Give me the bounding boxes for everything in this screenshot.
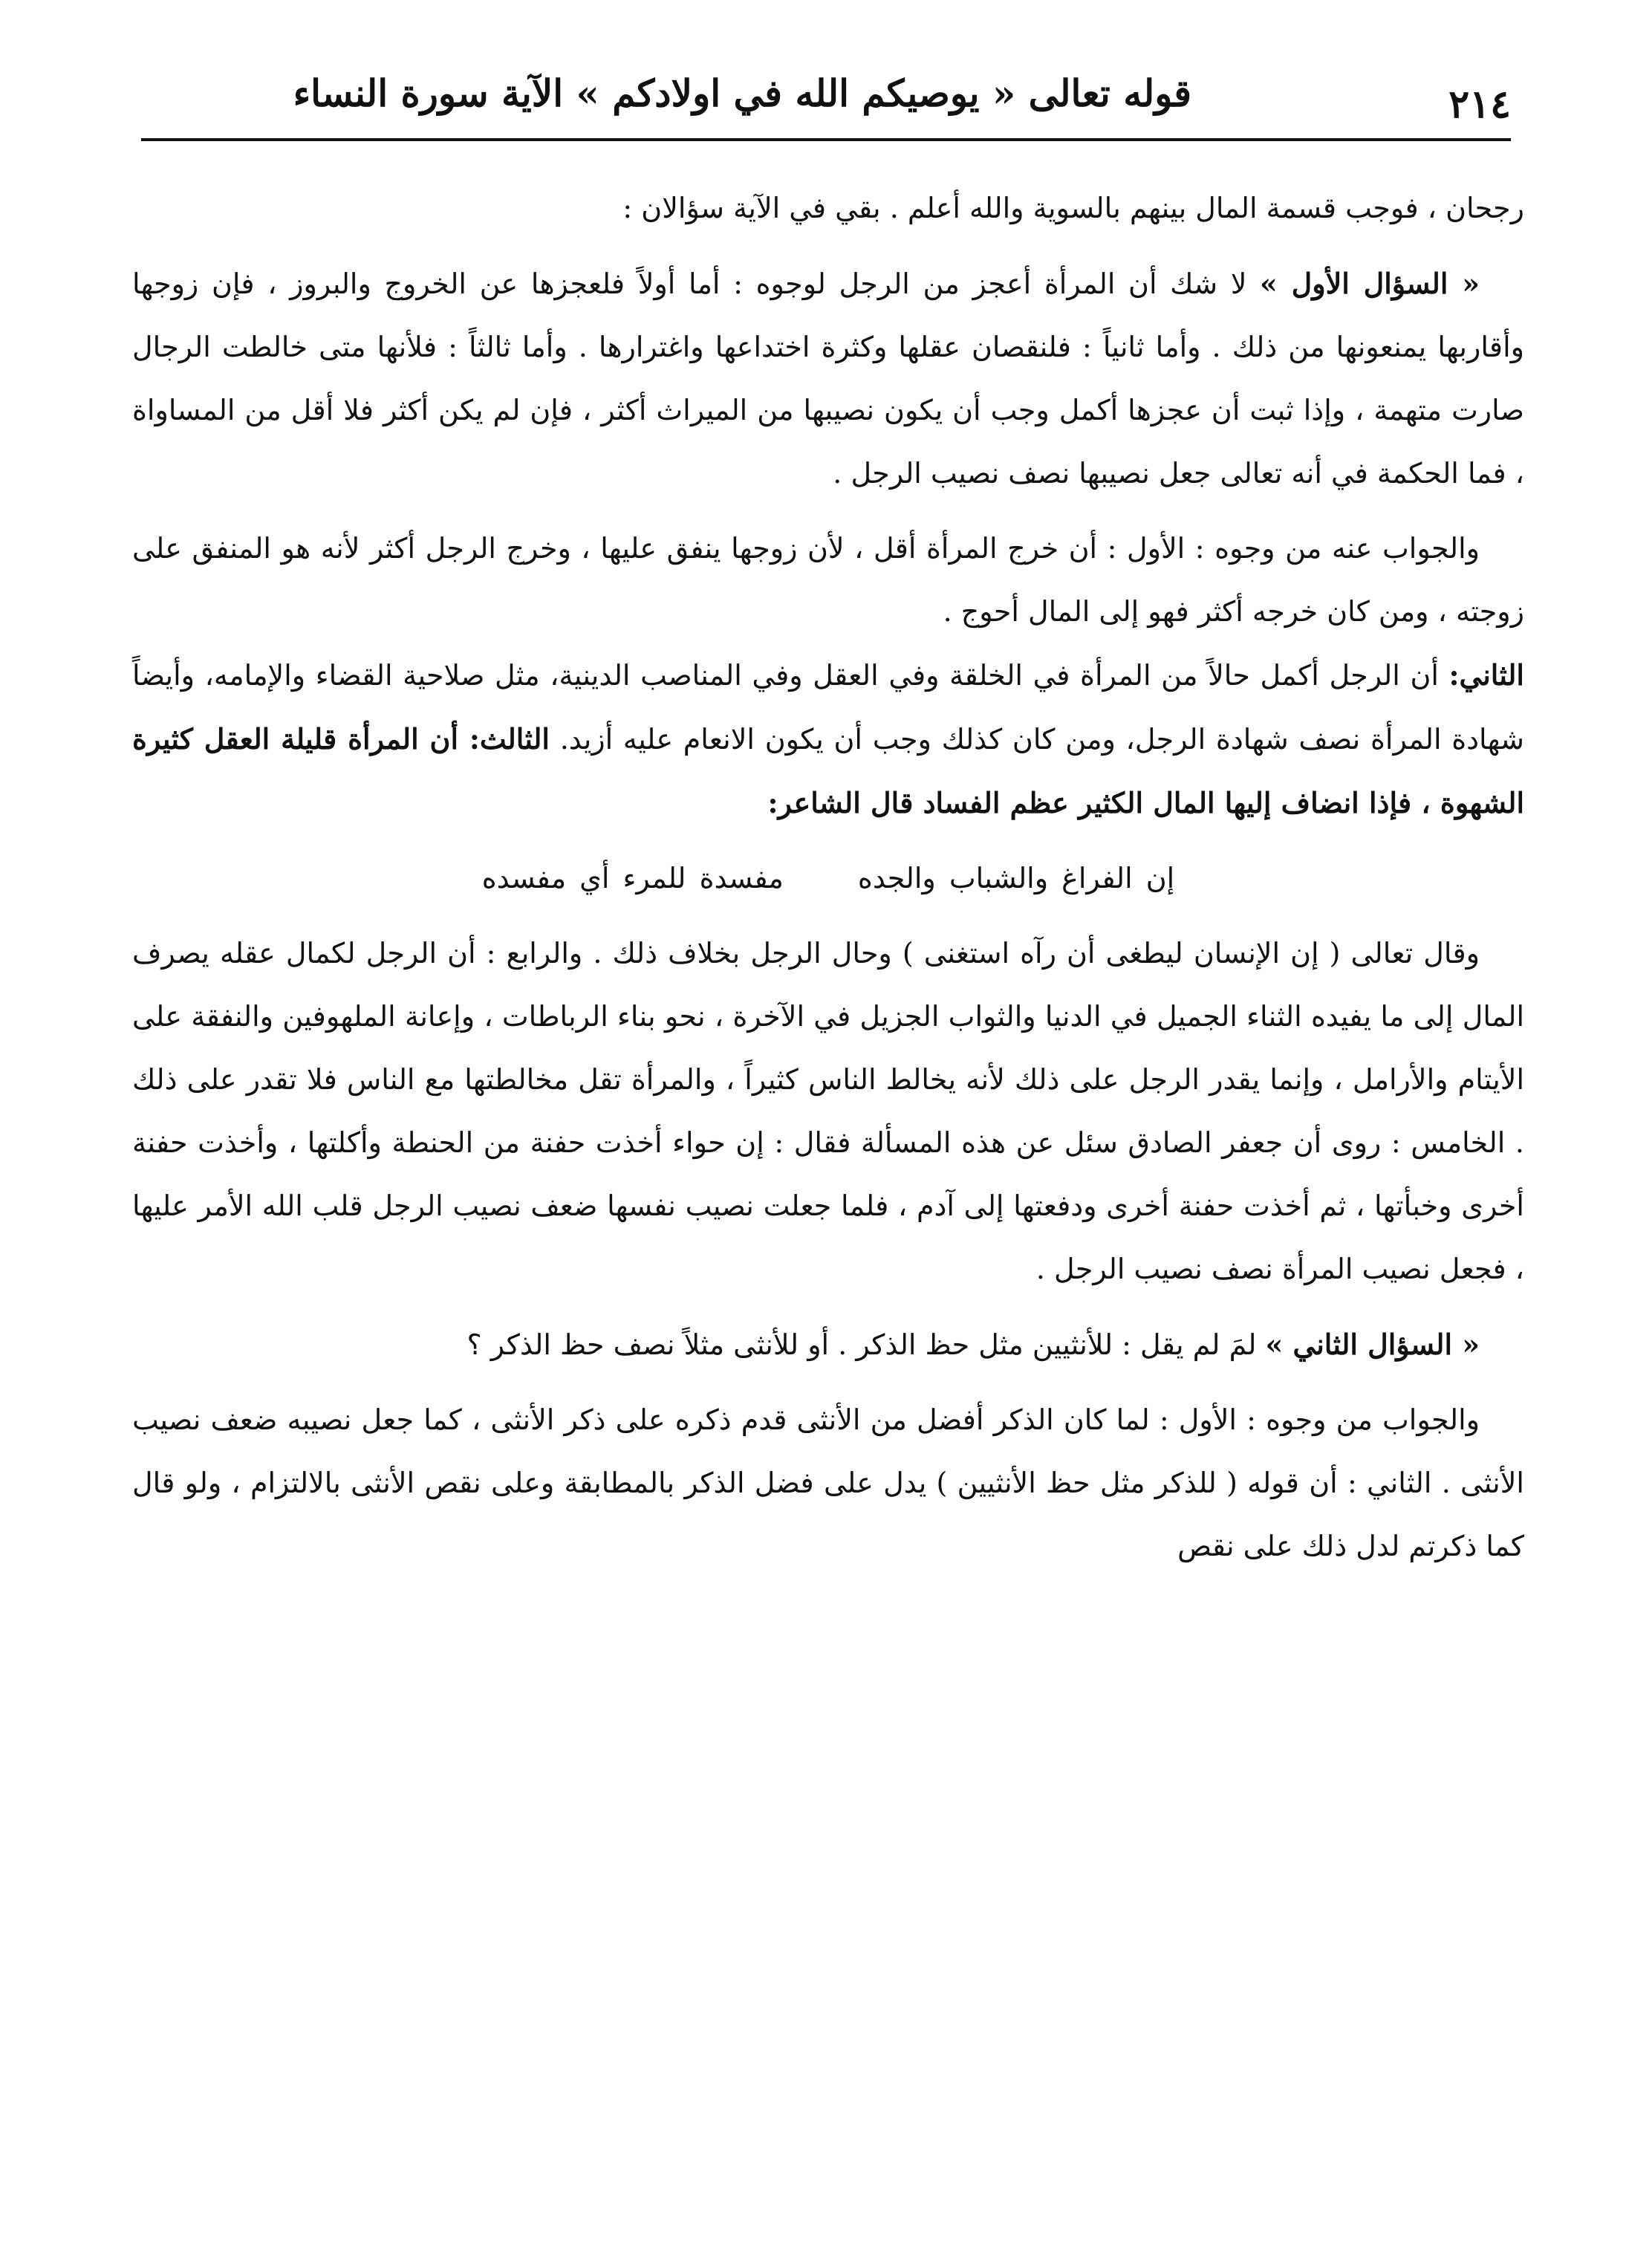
second-point-label: الثاني: — [1448, 658, 1524, 692]
paragraph-quran-and-points: وقال تعالى ( إن الإنسان ليطغى أن رآه استغنى ) وحال الرجل بخلاف ذلك . والرابع : أن الرجل لكمال عقله يصرف المال إلى ما يفيده الثناء الجميل في الدنيا والثواب الجزيل في الآخرة ، نحو بناء الرباطات ، وإعانة الملهوفين والنفقة على الأيتام والأرامل ، وإنما يقدر الرجل على ذلك لأنه يخالط الناس كثيراً ، والمرأة تقل مخالطتها مع الناس فلا تقدر على ذلك . الخامس : روى أن جعفر الصادق سئل عن هذه المسألة فقال : إن حواء أخذت حفنة من الحنطة وأكلتها ، وأخذت حفنة أخرى وخبأتها ، ثم أخذت حفنة أخرى ودفعتها إلى آدم ، فلما جعلت نصيب نفسها ضعف نصيب الرجل قلب الله الأمر عليها ، فجعل نصيب المرأة نصف نصيب الرجل . — [132, 937, 1524, 1285]
poetry-verse — [132, 847, 1524, 910]
verse-first-half: إن الفراغ والشباب والجده — [857, 862, 1175, 894]
page-number: ٢١٤ — [1448, 82, 1511, 127]
paragraph-question-two — [132, 1313, 1524, 1377]
third-point-text: أن المرأة قليلة العقل كثيرة الشهوة ، فإذا انضاف إليها المال الكثير عظم الفساد قال الشاعر: — [132, 722, 1524, 819]
third-point-label: الثالث: — [469, 722, 550, 756]
question-two-text: لمَ لم يقل : للأنثيين مثل حظ الذكر . أو للأنثى مثلاً نصف حظ الذكر ؟ — [466, 1328, 1266, 1361]
paragraph-answer-one — [132, 517, 1524, 835]
body-text — [132, 177, 1524, 1590]
running-title: قوله تعالى « يوصيكم الله في اولادكم » الآية سورة النساء — [293, 71, 1191, 115]
question-one-text: لا شك أن المرأة أعجز من الرجل لوجوه : أما أولاً فلعجزها عن الخروج والبروز ، فإن زوجها وأقاربها يمنعونها من ذلك . وأما ثانياً : فلنقصان عقلها وكثرة اختداعها واغترارها . وأما ثالثاً : فلأنها متى خالطت الرجال صارت متهمة ، وإذا ثبت أن عجزها أكمل وجب أن يكون نصيبها من الميراث أكثر ، فإن لم يكن أكثر فلا أقل من المساواة ، فما الحكمة في أنه تعالى جعل نصيبها نصف نصيب الرجل . — [132, 267, 1524, 490]
question-one-label: « السؤال الأول » — [1260, 267, 1480, 300]
question-two-label: « السؤال الثاني » — [1265, 1328, 1480, 1361]
paragraph-question-one — [132, 252, 1524, 505]
answer-one-intro: والجواب عنه من وجوه : الأول : أن خرج المرأة أقل ، لأن زوجها ينفق عليها ، وخرج الرجل أكثر لأنه هو المنفق على زوجته ، ومن كان خرجه أكثر فهو إلى المال أحوج . — [132, 532, 1524, 628]
page-header — [141, 45, 1511, 141]
verse-second-half: مفسدة للمرء أي مفسده — [481, 862, 784, 894]
header-rule — [141, 138, 1511, 141]
paragraph-answer-two: والجواب من وجوه : الأول : لما كان الذكر أفضل من الأنثى قدم ذكره على ذكر الأنثى ، كما جعل نصيبه ضعف نصيب الأنثى . الثاني : أن قوله ( للذكر مثل حظ الأنثيين ) يدل على فضل الذكر بالمطابقة وعلى نقص الأنثى بالالتزام ، ولو قال كما ذكرتم لدل ذلك على نقص — [132, 1403, 1524, 1562]
second-point-text: أن الرجل أكمل حالاً من المرأة في الخلقة وفي العقل وفي المناصب الدينية، مثل صلاحية القضاء والإمامه، وأيضاً شهادة المرأة نصف شهادة الرجل، ومن كان كذلك وجب أن يكون الانعام عليه أزيد. — [132, 659, 1524, 756]
paragraph-intro: رجحان ، فوجب قسمة المال بينهم بالسوية والله أعلم . بقي في الآية سؤالان : — [622, 192, 1524, 224]
